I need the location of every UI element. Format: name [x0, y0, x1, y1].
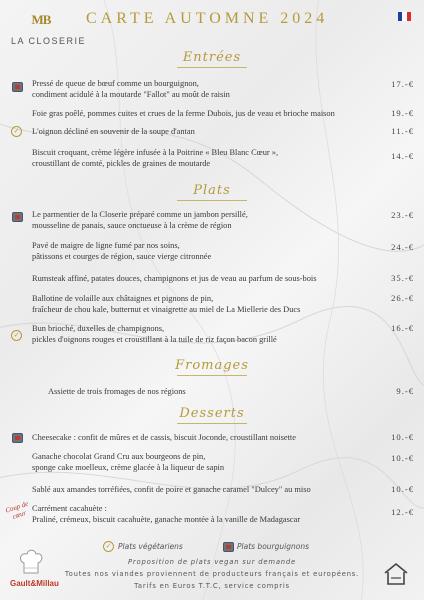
logo-mark: MB: [31, 12, 51, 27]
section-title-desserts: Desserts: [0, 406, 424, 421]
menu-price: 24.-€: [391, 242, 414, 252]
menu-item: Ballotine de volaille aux châtaignes et pignons de pin, fraîcheur de chou kale, butternut et vinaigrette au miel de La Miellerie des Ducs: [32, 294, 301, 314]
menu-item: Biscuit croquant, crème légère infusée à la Poitrine « Bleu Blanc Cœur », croustillant de comté, pickles de graines de moutarde: [32, 148, 279, 168]
menu-item: L'oignon décliné en souvenir de la soupe d'antan: [32, 127, 195, 136]
leaf-veg-icon: ✓: [11, 126, 22, 137]
chef-hat-icon: [18, 549, 44, 577]
menu-item: Cheesecake : confit de mûres et de cassis, biscuit Joconde, croustillant noisette: [32, 433, 296, 442]
coup-de-coeur-stamp: Coup de cœur: [4, 499, 30, 521]
menu-price: 35.-€: [391, 273, 414, 283]
menu-item: Ganache chocolat Grand Cru aux bourgeons de pin, sponge cake moelleux, crème glacée à la liqueur de sapin: [32, 452, 225, 472]
menu-price: 23.-€: [391, 210, 414, 220]
gault-millau-badge: Gault&Millau: [10, 579, 59, 588]
section-title-entrees: Entrées: [0, 50, 424, 65]
section-title-fromages: Fromages: [0, 358, 424, 373]
footer-note: Toutes nos viandes proviennent de producteurs français et européens.: [64, 570, 360, 578]
menu-item: Sablé aux amandes torréfiées, confit de poire et ganache caramel "Dulcey" au miso: [32, 485, 311, 494]
house-icon: [383, 562, 409, 586]
legend-bourgogne: Plats bourguignons: [237, 542, 309, 551]
bourgogne-icon: [223, 542, 234, 552]
menu-item: Assiette de trois fromages de nos régions: [48, 387, 186, 396]
footer-note: Tarifs en Euros T.T.C, service compris: [134, 582, 290, 590]
menu-item: Carrément cacahuète : Praliné, crémeux, biscuit cacahuète, ganache montée à la vanille de Madagascar: [32, 504, 301, 524]
menu-price: 17.-€: [391, 79, 414, 89]
menu-price: 10.-€: [391, 432, 414, 442]
french-flag-icon[interactable]: [398, 12, 411, 21]
section-title-plats: Plats: [0, 183, 424, 198]
menu-price: 19.-€: [391, 108, 414, 118]
menu-price: 9.-€: [396, 386, 414, 396]
menu-item: Foie gras poêlé, pommes cuites et crues de la ferme Dubois, jus de veau et brioche maison: [32, 109, 335, 118]
bourgogne-icon: [12, 82, 23, 92]
legend-veg: Plats végétariens: [118, 542, 183, 551]
menu-item: Pressé de queue de bœuf comme un bourguignon, condiment acidulé à la moutarde "Fallot" au moût de raisin: [32, 79, 230, 99]
menu-item: Rumsteak affiné, patates douces, champignons et jus de veau au parfum de sous-bois: [32, 274, 317, 283]
menu-item: Le parmentier de la Closerie préparé comme un jambon persillé, mousseline de panais, sauce onctueuse à la crème de région: [32, 210, 248, 230]
leaf-veg-icon: ✓: [103, 541, 114, 552]
menu-item: Pavé de maigre de ligne fumé par nos soins, pâtissons et courges de région, sauce vierge citronnée: [32, 241, 212, 261]
menu-price: 14.-€: [391, 151, 414, 161]
menu-price: 26.-€: [391, 293, 414, 303]
menu-price: 10.-€: [391, 453, 414, 463]
menu-price: 11.-€: [391, 126, 414, 136]
menu-price: 10.-€: [391, 484, 414, 494]
menu-price: 12.-€: [391, 507, 414, 517]
logo-text: LA CLOSERIE: [11, 36, 87, 46]
menu-price: 16.-€: [391, 323, 414, 333]
leaf-veg-icon: ✓: [11, 330, 22, 341]
menu-item: Bun brioché, duxelles de champignons, pickles d'oignons rouges et croustillant à la tuile de riz façon bacon grillé: [32, 324, 277, 344]
legend-vegan: Proposition de plats vegan sur demande: [128, 558, 296, 566]
bourgogne-icon: [12, 433, 23, 443]
page-title: CARTE AUTOMNE 2024: [86, 10, 329, 27]
bourgogne-icon: [12, 212, 23, 222]
